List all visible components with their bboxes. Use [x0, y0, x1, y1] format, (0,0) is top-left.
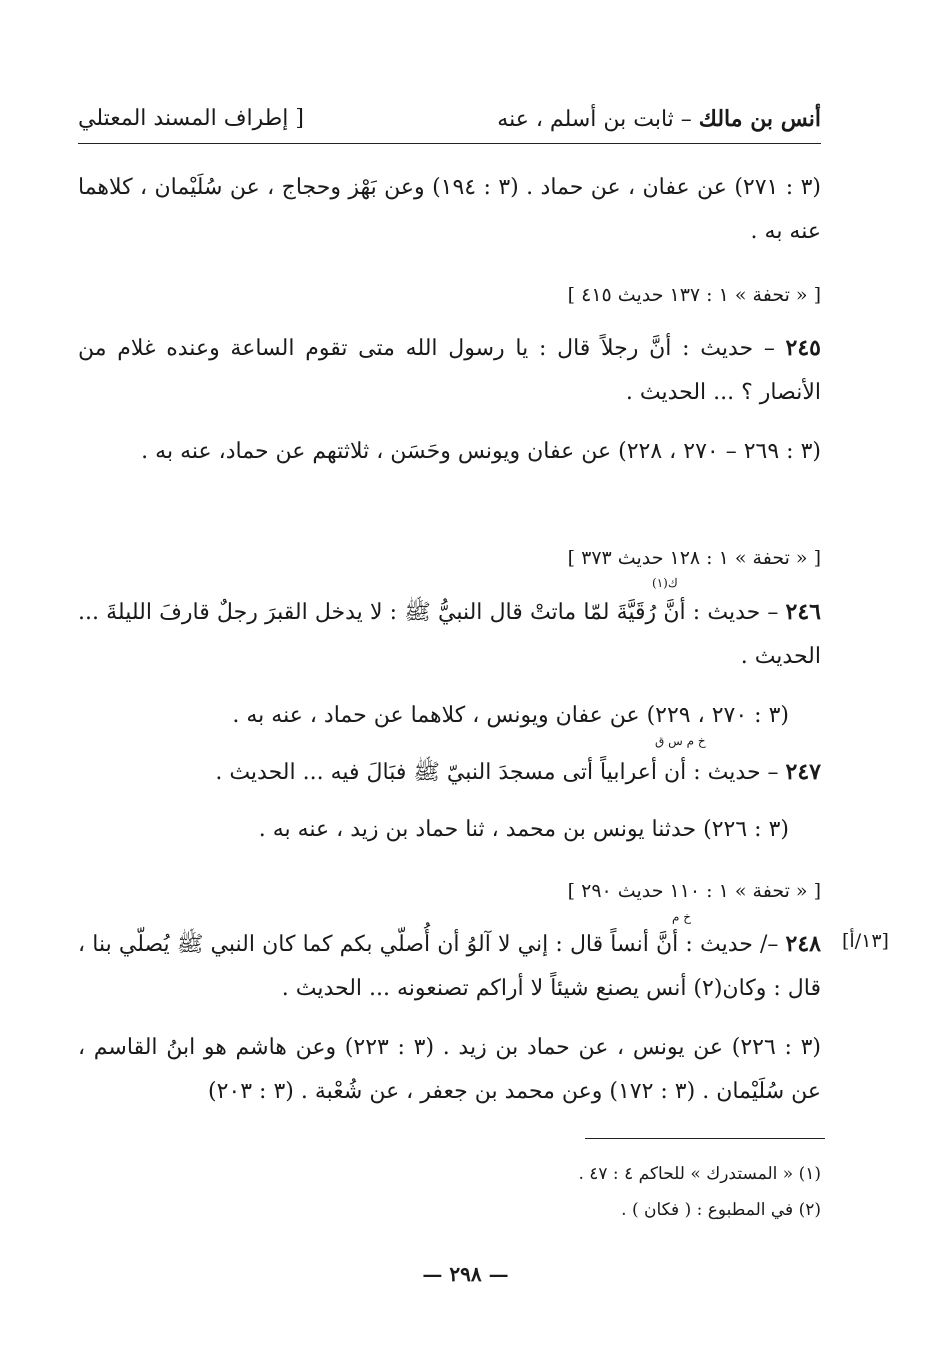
- header-rule: [78, 143, 821, 144]
- hadith-248-siglum: خ م: [672, 910, 691, 924]
- header-subtitle: – ثابت بن أسلم ، عنه: [497, 107, 699, 132]
- hadith-247-siglum: خ م س ق: [655, 734, 706, 748]
- header-title: أنس بن مالك: [698, 106, 821, 132]
- hadith-245: [78, 326, 821, 415]
- footnote-1: (١) « المستدرك » للحاكم ٤ : ٤٧ .: [578, 1164, 821, 1184]
- hadith-number: ٢٤٦: [785, 599, 821, 625]
- tuhfa-reference-2: [ « تحفة » ١ : ١٢٨ حديث ٣٧٣ ]: [567, 547, 821, 569]
- hadith-248: [78, 922, 821, 1011]
- hadith-246: [78, 590, 821, 679]
- paragraph-4: (٣ : ٢٢٦) حدثنا يونس بن محمد ، ثنا حماد بن زيد ، عنه به .: [258, 817, 789, 842]
- hadith-247: [215, 750, 821, 795]
- hadith-text: –/ حديث : أنَّ أنساً قال : إني لا آلوُ أن أُصلّي بكم كما كان النبي ﷺ يُصلّي بنا ، قال : وكان(٢) أنس يصنع شيئاً لا أراكم تصنعونه ... الحديث .: [78, 932, 821, 1001]
- running-header-left: [ إطراف المسند المعتلي: [78, 106, 304, 131]
- hadith-246-siglum: ك(١): [652, 576, 678, 590]
- paragraph-3: (٣ : ٢٧٠ ، ٢٢٩) عن عفان ويونس ، كلاهما عن حماد ، عنه به .: [232, 703, 789, 728]
- hadith-number: ٢٤٧: [785, 759, 821, 785]
- hadith-text: – حديث : أنَّ رجلاً قال : يا رسول الله متى تقوم الساعة وعنده غلام من الأنصار ؟ ... الحديث .: [78, 336, 821, 405]
- hadith-number: ٢٤٥: [785, 335, 821, 361]
- hadith-text: – حديث : أنَّ رُقَيَّةَ لمّا ماتتْ قال النبيُّ ﷺ : لا يدخل القبرَ رجلٌ قارفَ الليلةَ ... الحديث .: [78, 600, 821, 669]
- hadith-text: – حديث : أن أعرابياً أتى مسجدَ النبيّ ﷺ فبَالَ فيه ... الحديث .: [215, 760, 786, 785]
- page-number: — ٢٩٨ —: [422, 1262, 509, 1286]
- running-header-right: [497, 106, 821, 132]
- tuhfa-reference-1: [ « تحفة » ١ : ١٣٧ حديث ٤١٥ ]: [567, 284, 821, 306]
- paragraph-5: (٣ : ٢٢٦) عن يونس ، عن حماد بن زيد . (٣ : ٢٢٣) وعن هاشم هو ابنُ القاسم ، عن سُلَيْمان . (٣ : ١٧٢) وعن محمد بن جعفر ، عن شُعْبة . (٣ : ٢٠٣): [78, 1035, 821, 1104]
- hadith-number: ٢٤٨: [785, 931, 821, 957]
- footnote-rule: [585, 1138, 825, 1139]
- tuhfa-reference-3: [ « تحفة » ١ : ١١٠ حديث ٢٩٠ ]: [567, 880, 821, 902]
- footnote-2: (٢) في المطبوع : ( فكان ) .: [621, 1200, 821, 1220]
- folio-margin-note: [١٣/أ]: [842, 930, 889, 952]
- paragraph-1: (٣ : ٢٧١) عن عفان ، عن حماد . (٣ : ١٩٤) وعن بَهْز وحجاج ، عن سُلَيْمان ، كلاهما عنه به .: [78, 175, 821, 244]
- paragraph-2: (٣ : ٢٦٩ – ٢٧٠ ، ٢٢٨) عن عفان ويونس وحَسَن ، ثلاثتهم عن حماد، عنه به .: [141, 439, 821, 464]
